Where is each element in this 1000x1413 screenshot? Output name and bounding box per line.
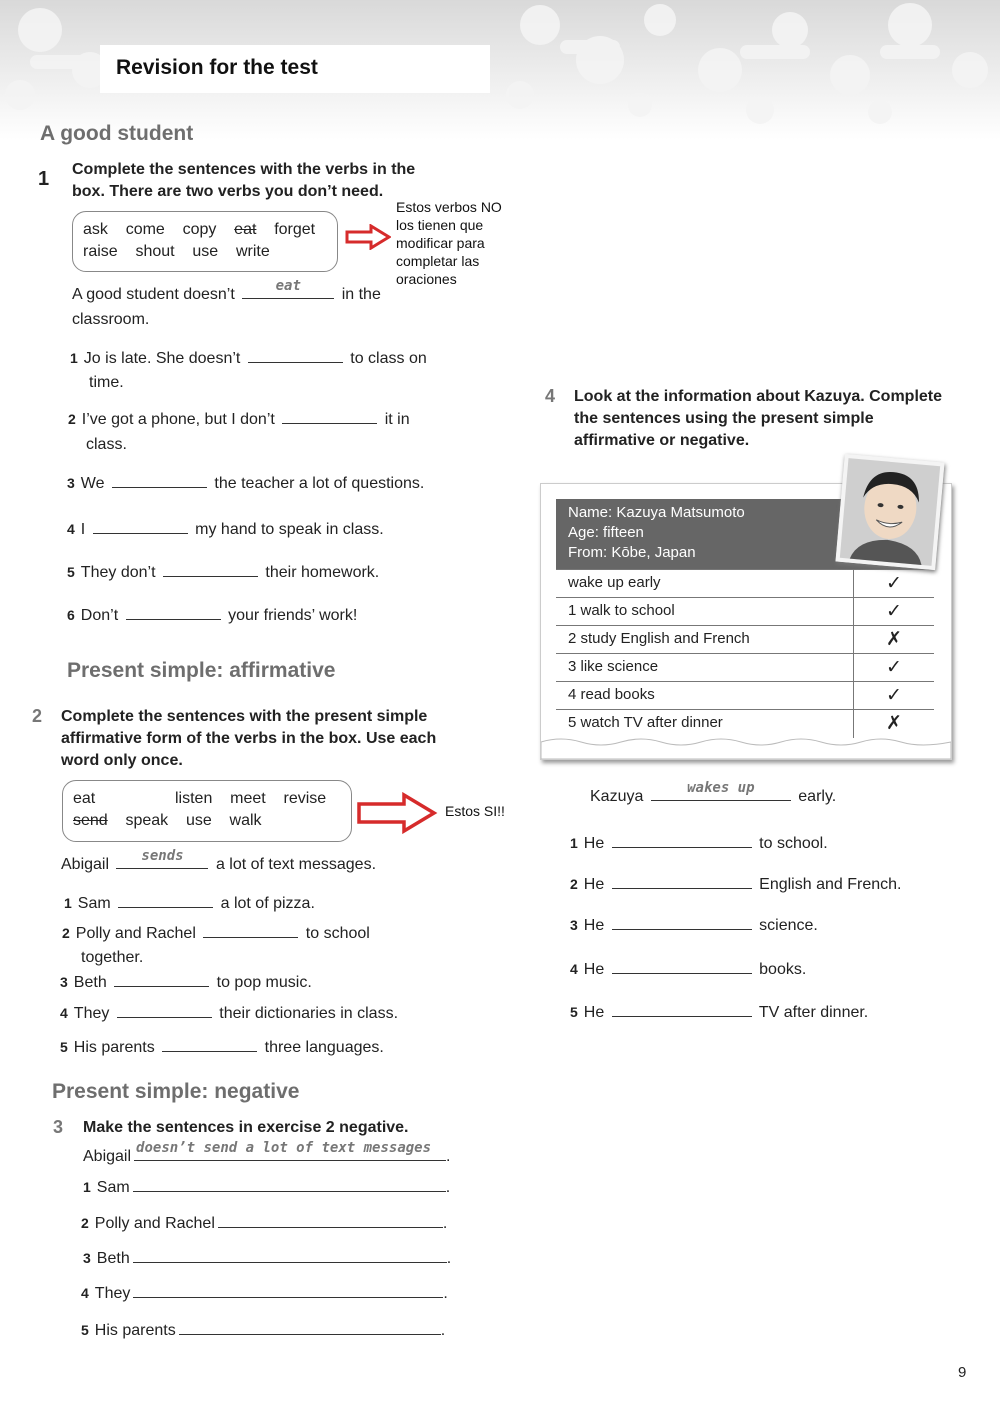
word-walk: walk [229, 812, 262, 829]
word-revise: revise [283, 790, 327, 807]
torn-edge-decoration [541, 734, 951, 759]
check-icon: ✓ [853, 682, 934, 710]
instruction-line: affirmative or negative. [574, 432, 750, 449]
exercise-1-item-2: 2 I’ve got a phone, but I don’t it in [68, 411, 410, 428]
exercise-2-item-3: 3 Beth to pop music. [60, 974, 312, 991]
exercise-2-item-5: 5 His parents three languages. [60, 1039, 384, 1056]
exercise-2-item-2: 2 Polly and Rachel to school [62, 925, 370, 942]
section-title-good-student: A good student [40, 122, 194, 145]
exercise-3-item-2: 2 Polly and Rachel . [81, 1215, 448, 1232]
answer-blank[interactable] [114, 972, 209, 987]
profile-header [556, 499, 839, 569]
exercise-2-item-4: 4 They their dictionaries in class. [60, 1005, 399, 1022]
note-line: completar las [396, 253, 480, 269]
instruction-line: word only once. [61, 752, 183, 769]
exercise-4-instruction [574, 386, 942, 452]
word-speak: speak [125, 812, 169, 829]
table-row: wake up early ✓ [556, 569, 934, 597]
exercise-3-example: Abigail doesn’t send a lot of text messages . [83, 1140, 451, 1165]
answer-blank[interactable] [126, 605, 221, 620]
exercise-2-example: Abigail sends a lot of text messages. [61, 848, 377, 873]
answer-blank[interactable] [612, 1002, 752, 1017]
item-continuation: time. [89, 374, 124, 391]
exercise-1-word-box [72, 211, 338, 272]
instruction-line: box. There are two verbs you don’t need. [72, 183, 384, 200]
answer-blank[interactable] [162, 1037, 257, 1052]
item-continuation: together. [81, 949, 144, 966]
exercise-1-example: A good student doesn’t eat in the [72, 278, 381, 303]
section-title-affirmative: Present simple: affirmative [67, 659, 336, 682]
exercise-4-number: 4 [545, 386, 556, 406]
answer-blank[interactable] [203, 923, 298, 938]
note-line: Estos verbos NO [396, 199, 502, 215]
word-use: use [192, 243, 219, 260]
word-eat: eat [73, 790, 96, 807]
answer-blank: wakes up [651, 786, 791, 801]
table-row: 3 like science ✓ [556, 653, 934, 681]
exercise-1-item-6: 6 Don’t your friends’ work! [67, 607, 358, 624]
exercise-2-instruction [61, 706, 436, 772]
answer-blank: doesn’t send a lot of text messages [134, 1146, 446, 1161]
page-number: 9 [958, 1364, 967, 1381]
profile-from: From: Kōbe, Japan [568, 544, 696, 561]
exercise-1-number: 1 [38, 168, 50, 190]
answer-blank[interactable] [612, 959, 752, 974]
exercise-4-example: Kazuya wakes up early. [590, 780, 837, 805]
exercise-3-number: 3 [53, 1117, 64, 1137]
answer-blank[interactable] [133, 1248, 447, 1263]
exercise-3-item-3: 3 Beth . [83, 1250, 452, 1267]
instruction-line: Look at the information about Kazuya. Complete [574, 388, 943, 405]
exercise-3-instruction: Make the sentences in exercise 2 negative. [83, 1119, 409, 1136]
exercise-2-number: 2 [32, 706, 43, 726]
instruction-line: Complete the sentences with the present simple [61, 708, 428, 725]
red-arrow-icon [345, 224, 391, 250]
cross-icon: ✗ [853, 710, 934, 738]
note-line: los tienen que [396, 217, 484, 233]
kazuya-photo [835, 454, 944, 570]
answer-blank[interactable] [248, 348, 343, 363]
avatar-icon [835, 454, 944, 570]
table-row: 5 watch TV after dinner ✗ [556, 709, 934, 737]
section-title-negative: Present simple: negative [52, 1080, 300, 1103]
answer-blank[interactable] [612, 915, 752, 930]
answer-blank[interactable] [118, 893, 213, 908]
page-title: Revision for the test [116, 56, 318, 79]
exercise-1-item-3: 3 We the teacher a lot of questions. [67, 475, 425, 492]
instruction-line: Complete the sentences with the verbs in the [72, 161, 416, 178]
answer-blank[interactable] [93, 519, 188, 534]
exercise-3-item-5: 5 His parents . [81, 1322, 446, 1339]
exercise-3-item-1: 1 Sam . [83, 1179, 451, 1196]
profile-name: Name: Kazuya Matsumoto [568, 504, 745, 521]
word-use: use [185, 812, 212, 829]
word-write: write [235, 243, 270, 260]
answer-blank[interactable] [163, 562, 258, 577]
check-icon: ✓ [853, 570, 934, 598]
word-copy: copy [182, 221, 217, 238]
instruction-line: affirmative form of the verbs in the box. Use each [61, 730, 437, 747]
note-line: modificar para [396, 235, 485, 251]
exercise-1-instruction [72, 159, 415, 203]
exercise-4-item-3: 3 He science. [570, 917, 818, 934]
check-icon: ✓ [853, 654, 934, 682]
teacher-note-2: Estos SI!! [445, 803, 505, 819]
word-send-crossed: send [73, 812, 108, 829]
exercise-1-item-4: 4 I my hand to speak in class. [67, 521, 384, 538]
exercise-2-item-1: 1 Sam a lot of pizza. [64, 895, 315, 912]
exercise-3-item-4: 4 They . [81, 1285, 448, 1302]
answer-blank[interactable] [179, 1320, 441, 1335]
exercise-1-item-5: 5 They don’t their homework. [67, 564, 380, 581]
word-forget: forget [274, 221, 316, 238]
answer-blank[interactable] [218, 1213, 443, 1228]
answer-blank: eat [242, 284, 334, 299]
title-box [100, 45, 490, 93]
example-continuation: classroom. [72, 311, 150, 328]
teacher-note-1 [396, 198, 502, 288]
exercise-4-item-2: 2 He English and French. [570, 876, 902, 893]
note-line: oraciones [396, 271, 457, 287]
table-row: 1 walk to school ✓ [556, 597, 934, 625]
table-row: 4 read books ✓ [556, 681, 934, 709]
table-row: 2 study English and French ✗ [556, 625, 934, 653]
item-continuation: class. [86, 436, 127, 453]
red-arrow-icon [356, 792, 438, 834]
answer-blank[interactable] [117, 1003, 212, 1018]
word-ask: ask [83, 221, 108, 238]
answer-blank: sends [116, 854, 208, 869]
exercise-1-item-1: 1 Jo is late. She doesn’t to class on [70, 350, 427, 367]
exercise-4-item-4: 4 He books. [570, 961, 807, 978]
answer-blank[interactable] [133, 1283, 443, 1298]
cross-icon: ✗ [853, 626, 934, 654]
profile-age: Age: fifteen [568, 524, 644, 541]
word-raise: raise [83, 243, 118, 260]
exercise-4-item-1: 1 He to school. [570, 835, 828, 852]
instruction-line: the sentences using the present simple [574, 410, 874, 427]
answer-blank[interactable] [612, 833, 752, 848]
word-meet: meet [230, 790, 266, 807]
word-eat-crossed: eat [234, 221, 257, 238]
answer-blank[interactable] [282, 409, 377, 424]
answer-blank[interactable] [112, 473, 207, 488]
exercise-4-item-5: 5 He TV after dinner. [570, 1004, 869, 1021]
answer-blank[interactable] [612, 874, 752, 889]
check-icon: ✓ [853, 598, 934, 626]
word-come: come [125, 221, 165, 238]
answer-blank[interactable] [133, 1177, 446, 1192]
word-listen: listen [175, 790, 213, 807]
word-shout: shout [135, 243, 175, 260]
exercise-2-word-box [62, 780, 352, 842]
